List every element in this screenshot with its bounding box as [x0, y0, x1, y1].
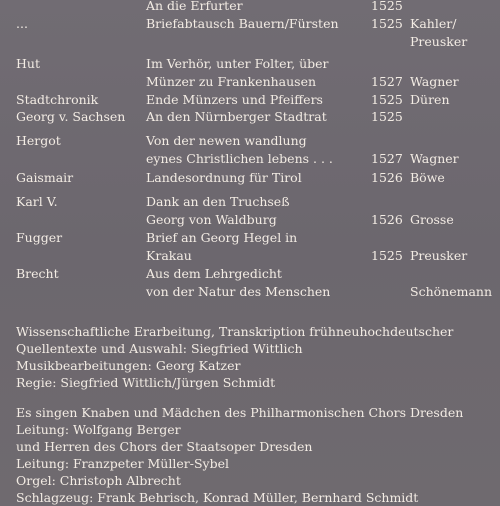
- track-row: [0, 211, 500, 228]
- track-performer: Kahler/: [410, 16, 457, 31]
- credit-line: Leitung: Wolfgang Berger: [16, 422, 181, 437]
- track-title: Im Verhör, unter Folter, über: [146, 56, 329, 71]
- track-title: Krakau: [146, 248, 192, 263]
- track-author: Karl V.: [16, 194, 58, 209]
- track-year: 1527: [371, 151, 403, 166]
- track-year: 1525: [371, 92, 403, 107]
- track-row: [0, 247, 500, 264]
- track-row: [0, 169, 500, 186]
- track-title: Brief an Georg Hegel in: [146, 230, 298, 245]
- track-performer: Wagner: [410, 74, 459, 89]
- track-year: 1525: [371, 16, 403, 31]
- track-row: [0, 150, 500, 167]
- track-row: [0, 132, 500, 149]
- credit-line: Es singen Knaben und Mädchen des Philharmonischen Chors Dresden: [16, 405, 464, 420]
- track-performer: Grosse: [410, 212, 454, 227]
- track-author: ...: [16, 16, 28, 31]
- credit-line: Wissenschaftliche Erarbeitung, Transkription frühneuhochdeutscher: [16, 324, 454, 339]
- track-row: [0, 229, 500, 246]
- track-title: von der Natur des Menschen: [146, 284, 331, 299]
- track-row: [0, 55, 500, 72]
- track-row: [0, 33, 500, 50]
- track-title: Von der newen wandlung: [146, 133, 307, 148]
- track-title: Aus dem Lehrgedicht: [146, 266, 282, 281]
- track-author: Hut: [16, 56, 40, 71]
- track-year: 1527: [371, 74, 403, 89]
- track-performer: Böwe: [410, 170, 445, 185]
- credit-line: Orgel: Christoph Albrecht: [16, 473, 181, 488]
- track-title: Georg von Waldburg: [146, 212, 277, 227]
- credit-line: Leitung: Franzpeter Müller-Sybel: [16, 456, 229, 471]
- track-year: 1526: [371, 212, 403, 227]
- track-row: [0, 108, 500, 125]
- track-title: eynes Christlichen lebens . . .: [146, 151, 333, 166]
- track-title: Landesordnung für Tirol: [146, 170, 302, 185]
- track-year: 1525: [371, 248, 403, 263]
- credit-line: und Herren des Chors der Staatsoper Dresden: [16, 439, 313, 454]
- track-author: Stadtchronik: [16, 92, 99, 107]
- track-row: [0, 73, 500, 90]
- track-performer: Preusker: [410, 248, 468, 263]
- credit-line: Regie: Siegfried Wittlich/Jürgen Schmidt: [16, 375, 276, 390]
- track-title: Dank an den Truchseß: [146, 194, 290, 209]
- track-year: 1526: [371, 170, 403, 185]
- track-row: [0, 15, 500, 32]
- track-row: [0, 283, 500, 300]
- track-author: Hergot: [16, 133, 61, 148]
- track-author: Georg v. Sachsen: [16, 109, 126, 124]
- track-author: Gaismair: [16, 170, 74, 185]
- track-title: Münzer zu Frankenhausen: [146, 74, 317, 89]
- track-performer: Schönemann: [410, 284, 492, 299]
- track-year: 1525: [371, 109, 403, 124]
- track-title: An den Nürnberger Stadtrat: [146, 109, 327, 124]
- track-title: An die Erfurter: [146, 0, 243, 13]
- track-row: [0, 193, 500, 210]
- track-row: [0, 0, 500, 14]
- credit-line: Quellentexte und Auswahl: Siegfried Wittlich: [16, 341, 303, 356]
- credit-line: Musikbearbeitungen: Georg Katzer: [16, 358, 241, 373]
- track-performer: Wagner: [410, 151, 459, 166]
- track-title: Briefabtausch Bauern/Fürsten: [146, 16, 339, 31]
- track-row: [0, 265, 500, 282]
- track-author: Brecht: [16, 266, 59, 281]
- credit-line: Schlagzeug: Frank Behrisch, Konrad Müller, Bernhard Schmidt: [16, 490, 419, 505]
- track-title: Ende Münzers und Pfeiffers: [146, 92, 323, 107]
- track-performer: Düren: [410, 92, 450, 107]
- track-author: Fugger: [16, 230, 63, 245]
- track-year: 1525: [371, 0, 403, 13]
- track-performer: Preusker: [410, 34, 468, 49]
- track-row: [0, 91, 500, 108]
